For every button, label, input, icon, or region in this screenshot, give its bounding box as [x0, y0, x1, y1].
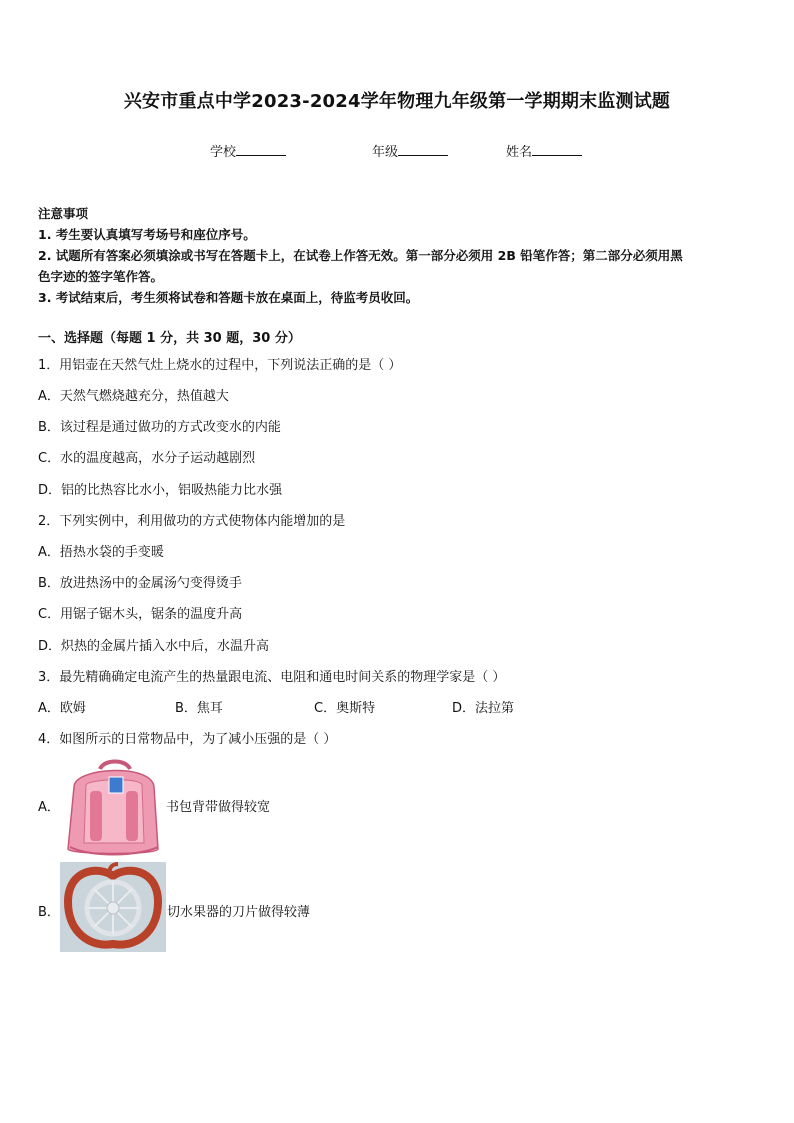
name-label: 姓名 [506, 145, 533, 160]
question-3-stem: 3．最先精确确定电流产生的热量跟电流、电阻和通电时间关系的物理学家是（ ） [38, 670, 506, 685]
question-2-option-b[interactable]: B．放进热汤中的金属汤勺变得烫手 [38, 576, 242, 591]
school-label: 学校 [210, 145, 237, 160]
question-2-stem: 2．下列实例中，利用做功的方式使物体内能增加的是 [38, 514, 346, 529]
question-3-option-b[interactable]: B．焦耳 [175, 701, 223, 716]
question-1-option-d[interactable]: D．铝的比热容比水小，铝吸热能力比水强 [38, 483, 283, 498]
grade-label: 年级 [372, 145, 399, 160]
question-4-stem: 4．如图所示的日常物品中，为了减小压强的是（ ） [38, 732, 337, 747]
notes-item: 1. 考生要认真填写考场号和座位序号。 [38, 227, 256, 242]
question-3-option-c[interactable]: C．奥斯特 [314, 701, 376, 716]
question-1-stem: 1．用铝壶在天然气灶上烧水的过程中，下列说法正确的是（ ） [38, 358, 402, 373]
question-1-option-b[interactable]: B．该过程是通过做功的方式改变水的内能 [38, 420, 281, 435]
question-2-option-d[interactable]: D．炽热的金属片插入水中后，水温升高 [38, 639, 270, 654]
notes-heading: 注意事项 [38, 206, 89, 221]
fruit-cutter-image [60, 862, 166, 952]
question-4-option-a-letter: A． [38, 800, 60, 815]
name-blank[interactable] [532, 143, 582, 156]
page-title: 兴安市重点中学2023-2024学年物理九年级第一学期期末监测试题 [123, 91, 671, 112]
question-2-option-c[interactable]: C．用锯子锯木头，锯条的温度升高 [38, 607, 243, 622]
school-field [210, 141, 286, 160]
exam-notes [38, 203, 763, 308]
question-3-option-d[interactable]: D．法拉第 [452, 701, 515, 716]
question-1-option-c[interactable]: C．水的温度越高，水分子运动越剧烈 [38, 451, 256, 466]
question-4-option-a-caption: 书包背带做得较宽 [166, 800, 271, 815]
notes-item: 色字迹的签字笔作答。 [38, 269, 164, 284]
backpack-image [60, 757, 166, 857]
notes-item: 2. 试题所有答案必须填涂或书写在答题卡上，在试卷上作答无效。第一部分必须用 2B 铅笔作答；第二部分必须用黑 [38, 248, 683, 263]
grade-field [372, 141, 448, 160]
question-3-option-a[interactable]: A．欧姆 [38, 701, 86, 716]
section-heading: 一、选择题（每题 1 分，共 30 题，30 分） [38, 331, 301, 346]
question-4-option-b[interactable] [38, 862, 358, 954]
school-blank[interactable] [236, 143, 286, 156]
grade-blank[interactable] [398, 143, 448, 156]
question-2-option-a[interactable]: A．捂热水袋的手变暖 [38, 545, 164, 560]
notes-item: 3. 考试结束后，考生须将试卷和答题卡放在桌面上，待监考员收回。 [38, 290, 419, 305]
question-4-option-a[interactable] [38, 757, 338, 857]
question-4-option-b-caption: 切水果器的刀片做得较薄 [167, 905, 311, 920]
question-4-option-b-letter: B． [38, 905, 60, 920]
name-field [506, 141, 582, 160]
question-1-option-a[interactable]: A．天然气燃烧越充分，热值越大 [38, 389, 229, 404]
